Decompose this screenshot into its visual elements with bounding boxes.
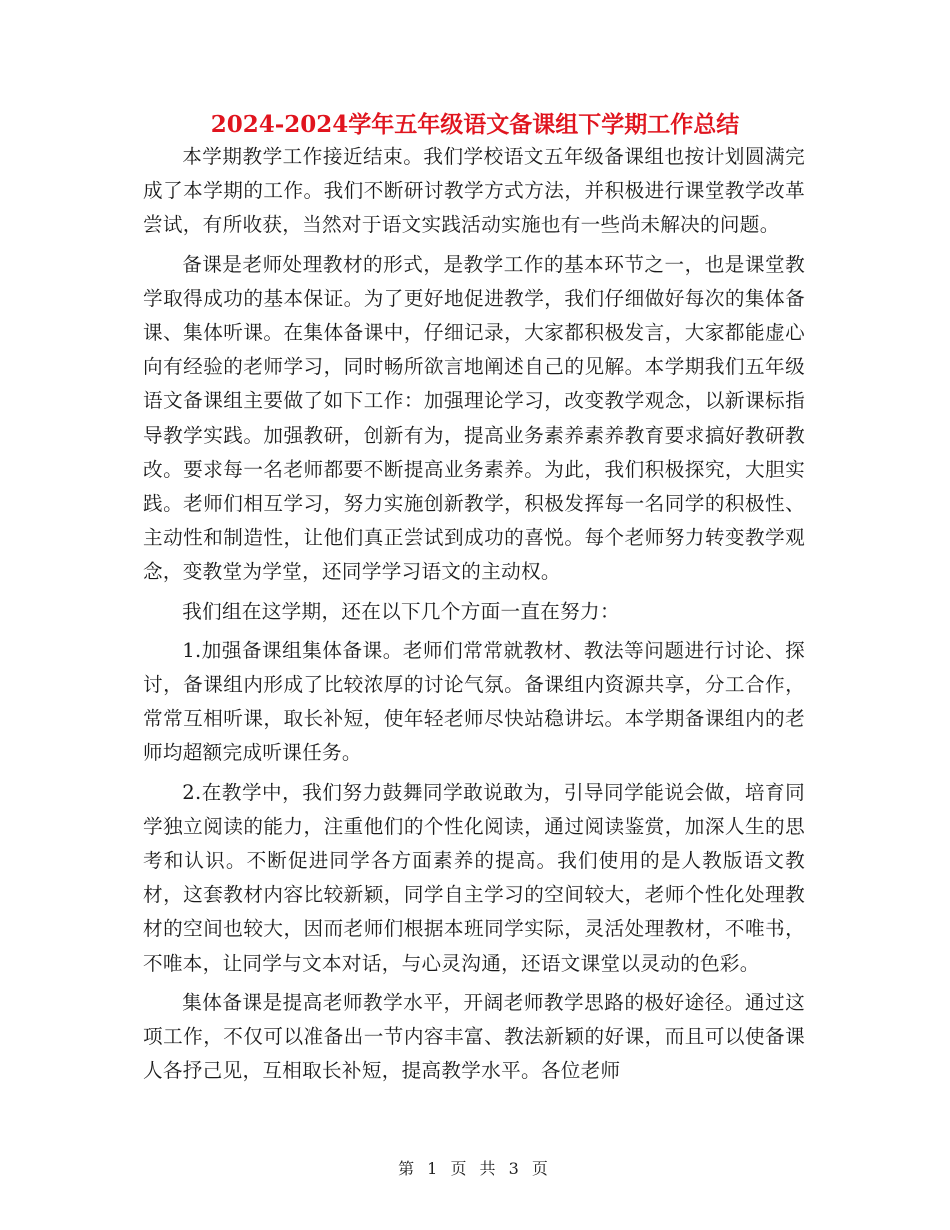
document-title: 2024-2024学年五年级语文备课组下学期工作总结 <box>210 111 740 138</box>
paragraph-efforts-intro: 我们组在这学期，还在以下几个方面一直在努力： <box>182 599 620 623</box>
paragraph-lesson-prep: 备课是老师处理教材的形式，是教学工作的基本环节之一，也是课堂教学取得成功的基本保证。为了更好地促进教学，我们仔细做好每次的集体备课、集体听课。在集体备课中，仔细记录，大家都积极发言，大家都能虚心向有经验的老师学习，同时畅所欲言地阐述自己的见解。本学期我们五年级语文备课组主要做了如下工作：加强理论学习，改变教学观念，以新课标指导教学实践。加强教研，创新有为，提高业务素养素养教育要求搞好教研教改。要求每一名老师都要不断提高业务素养。为此，我们积极探究，大胆实践。老师们相互学习，努力实施创新教学，积极发挥每一名同学的积极性、主动性和制造性，让他们真正尝试到成功的喜悦。每个老师努力转变教学观念，变教堂为学堂，还同学学习语文的主动权。 <box>143 252 805 584</box>
paragraph-item-2: 2.在教学中，我们努力鼓舞同学敢说敢为，引导同学能说会做，培育同学独立阅读的能力，注重他们的个性化阅读，通过阅读鉴赏，加深人生的思考和认识。不断促进同学各方面素养的提高。我们使用的是人教版语文教材，这套教材内容比较新颖，同学自主学习的空间较大，老师个性化处理教材的空间也较大，因而老师们根据本班同学实际，灵活处理教材，不唯书，不唯本，让同学与文本对话，与心灵沟通，还语文课堂以灵动的色彩。 <box>143 780 805 975</box>
paragraph-collective-prep: 集体备课是提高老师教学水平，开阔老师教学思路的极好途径。通过这项工作，不仅可以准备出一节内容丰富、教法新颖的好课，而且可以使备课人各抒己见，互相取长补短，提高教学水平。各位老师 <box>143 990 805 1083</box>
document-body <box>143 140 805 1088</box>
paragraph-item-1: 1.加强备课组集体备课。老师们常常就教材、教法等问题进行讨论、探讨，备课组内形成了比较浓厚的讨论气氛。备课组内资源共享，分工合作，常常互相听课，取长补短，使年轻老师尽快站稳讲坛。本学期备课组内的老师均超额完成听课任务。 <box>143 638 805 765</box>
paragraph-intro: 本学期教学工作接近结束。我们学校语文五年级备课组也按计划圆满完成了本学期的工作。我们不断研讨教学方式方法，并积极进行课堂教学改革尝试，有所收获，当然对于语文实践活动实施也有一些尚未解决的问题。 <box>143 145 805 237</box>
page-number-footer: 第 1 页 共 3 页 <box>398 1159 552 1178</box>
